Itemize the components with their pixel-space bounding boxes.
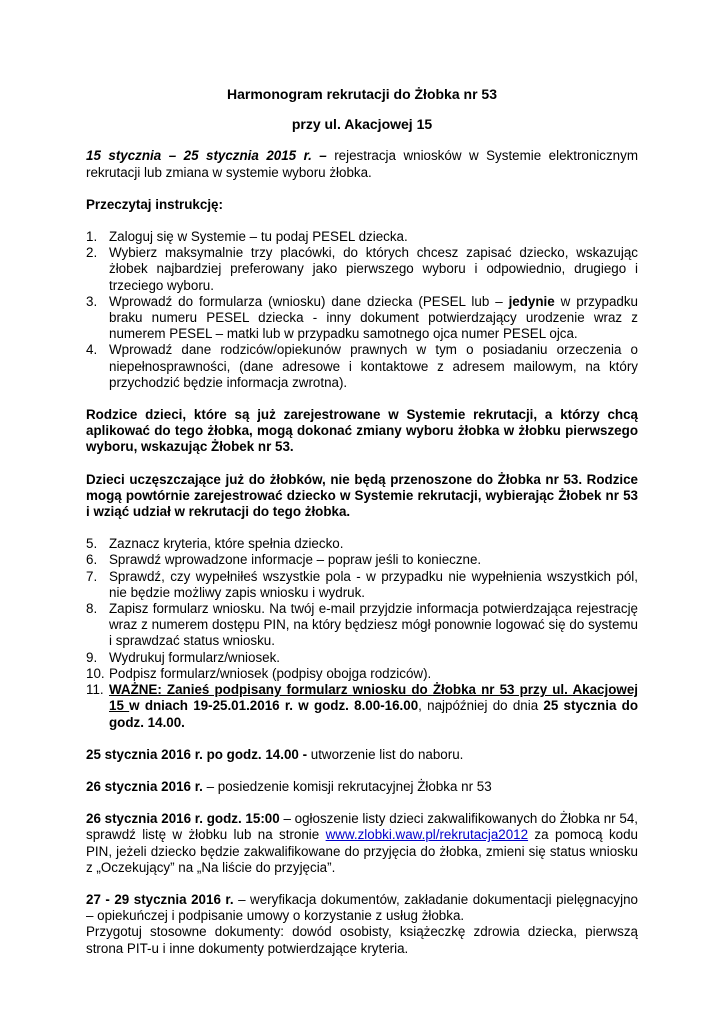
verification-paragraph	[86, 892, 638, 924]
schedule-text: – posiedzenie komisji rekrutacyjnej Żłobka nr 53	[202, 778, 492, 794]
announcement-date: 26 stycznia 2016 r. godz. 15:00	[86, 811, 280, 827]
list-text: Wprowadź do formularza (wniosku) dane dziecka (PESEL lub –	[109, 293, 509, 309]
list-text: Wprowadź dane rodziców/opiekunów prawnych w tym o posiadaniu orzeczenia o niepełnosprawności, (dane adresowe i kontaktowe z adresem mailowym, na który przychodzić będzie informacja zwrotna).	[109, 342, 638, 390]
list-text: Podpisz formularz/wniosek (podpisy obojga rodziców).	[109, 665, 432, 681]
list-item	[86, 245, 638, 294]
list-item	[86, 682, 638, 731]
steps-list-a	[86, 229, 638, 391]
list-text: Zapisz formularz wniosku. Na twój e-mail przyjdzie informacja potwierdzająca rejestrację wraz z numerem dostępu PIN, na który będziesz mógł ponownie logować się do systemu i sprawdzać status wniosku.	[109, 601, 638, 649]
list-item	[86, 601, 638, 650]
list-item	[86, 569, 638, 601]
list-item	[86, 536, 638, 552]
instructions-heading: Przeczytaj instrukcję:	[86, 196, 223, 212]
schedule-text: utworzenie list do naboru.	[307, 746, 464, 762]
important-notice: WAŻNE: Zanieś podpisany formularz wniosku do Żłobka nr 53 przy ul. Akacjowej 15	[109, 682, 638, 714]
document-subtitle: przy ul. Akacjowej 15	[291, 116, 433, 133]
list-text: Wydrukuj formularz/wniosek.	[109, 649, 281, 665]
schedule-date: 25 stycznia 2016 r. po godz. 14.00 -	[86, 746, 308, 762]
list-item	[86, 342, 638, 391]
list-number: 5.	[86, 536, 98, 552]
announcement-paragraph	[86, 811, 638, 876]
list-text-bold: jedynie	[508, 293, 555, 309]
list-number: 6.	[86, 552, 98, 568]
intro-date: 15 stycznia – 25 stycznia 2015 r. –	[86, 148, 327, 164]
verification-text: – weryfikacja dokumentów, zakładanie dokumentacji pielęgnacyjno – opiekuńczej i podpisanie umowy o korzystanie z usług żłobka.	[86, 891, 638, 924]
intro-paragraph	[86, 148, 638, 180]
list-item	[86, 666, 638, 682]
announcement-text: – ogłoszenie listy dzieci zakwalifikowanych do Żłobka nr 54, sprawdź listę w żłobku lub na stronie	[86, 811, 638, 843]
list-number: 1.	[86, 229, 98, 245]
schedule-item-commission	[86, 779, 638, 795]
list-number: 2.	[86, 245, 98, 261]
list-text: w przypadku braku numeru PESEL dziecka - inny dokument potwierdzający urodzenie wraz z numerem PESEL – matki lub w przypadku samotnego ojca numer PESEL ojca.	[109, 293, 638, 342]
documents-paragraph: Przygotuj stosowne dokumenty: dowód osobisty, książeczkę zdrowia dziecka, pierwszą strona PIT-u i inne dokumenty potwierdzające kryteria.	[86, 924, 638, 956]
deadline: 25 stycznia do godz. 14.00.	[109, 698, 638, 730]
list-number: 8.	[86, 601, 98, 617]
document-page	[86, 86, 638, 957]
list-number: 9.	[86, 649, 98, 665]
list-item	[86, 294, 638, 343]
schedule-date: 26 stycznia 2016 r.	[86, 778, 203, 794]
list-text: , najpóźniej do dnia	[418, 698, 544, 714]
list-text: Zaznacz kryteria, które spełnia dziecko.	[109, 536, 344, 552]
schedule-item-lists	[86, 747, 638, 763]
list-number: 3.	[86, 293, 98, 309]
list-text: Wybierz maksymalnie trzy placówki, do których chcesz zapisać dziecko, wskazując żłobek najbardziej preferowany jako pierwszego wyboru i odpowiednio, drugiego i trzeciego wyboru.	[109, 245, 638, 293]
list-item	[86, 229, 638, 245]
list-text: Zaloguj się w Systemie – tu podaj PESEL dziecka.	[109, 229, 408, 245]
list-text: Sprawdź wprowadzone informacje – popraw jeśli to konieczne.	[109, 552, 482, 568]
attending-children-paragraph: Dzieci uczęszczające już do żłobków, nie będą przenoszone do Żłobka nr 53. Rodzice mogą powtórnie zarejestrować dziecko w Systemie rekrutacji, wybierając Żłobek nr 53 i wziąć udział w rekrutacji do tego żłobka.	[86, 471, 638, 520]
document-title: Harmonogram rekrutacji do Żłobka nr 53	[227, 86, 497, 102]
list-number: 11.	[86, 682, 104, 698]
recruitment-link[interactable]: www.zlobki.waw.pl/rekrutacja2012	[325, 827, 529, 843]
intro-text: rejestracja wniosków w Systemie elektronicznym rekrutacji lub zmiana w systemie wyboru żłobka.	[86, 148, 638, 180]
list-text: Sprawdź, czy wypełniłeś wszystkie pola - w przypadku nie wypełnienia wszystkich pól, nie będzie możliwy zapis wniosku i wydruk.	[109, 568, 638, 600]
announcement-text: za pomocą kodu PIN, jeżeli dziecko będzie zakwalifikowane do przyjęcia do żłobka, zmieni się status wniosku z „Oczekujący” na „Na liście do przyjęcia”.	[86, 827, 638, 875]
list-item	[86, 650, 638, 666]
list-number: 4.	[86, 342, 98, 358]
list-number: 7.	[86, 568, 98, 584]
delivery-dates: w dniach 19-25.01.2016 r. w godz. 8.00-16.00	[129, 698, 419, 714]
steps-list-b	[86, 536, 638, 730]
list-item	[86, 552, 638, 568]
registered-parents-paragraph: Rodzice dzieci, które są już zarejestrowane w Systemie rekrutacji, a którzy chcą aplikować do tego żłobka, mogą dokonać zmiany wyboru żłobka w żłobku pierwszego wyboru, wskazując Żłobek nr 53.	[86, 407, 638, 455]
verification-date: 27 - 29 stycznia 2016 r.	[86, 891, 234, 907]
list-number: 10.	[86, 665, 105, 681]
